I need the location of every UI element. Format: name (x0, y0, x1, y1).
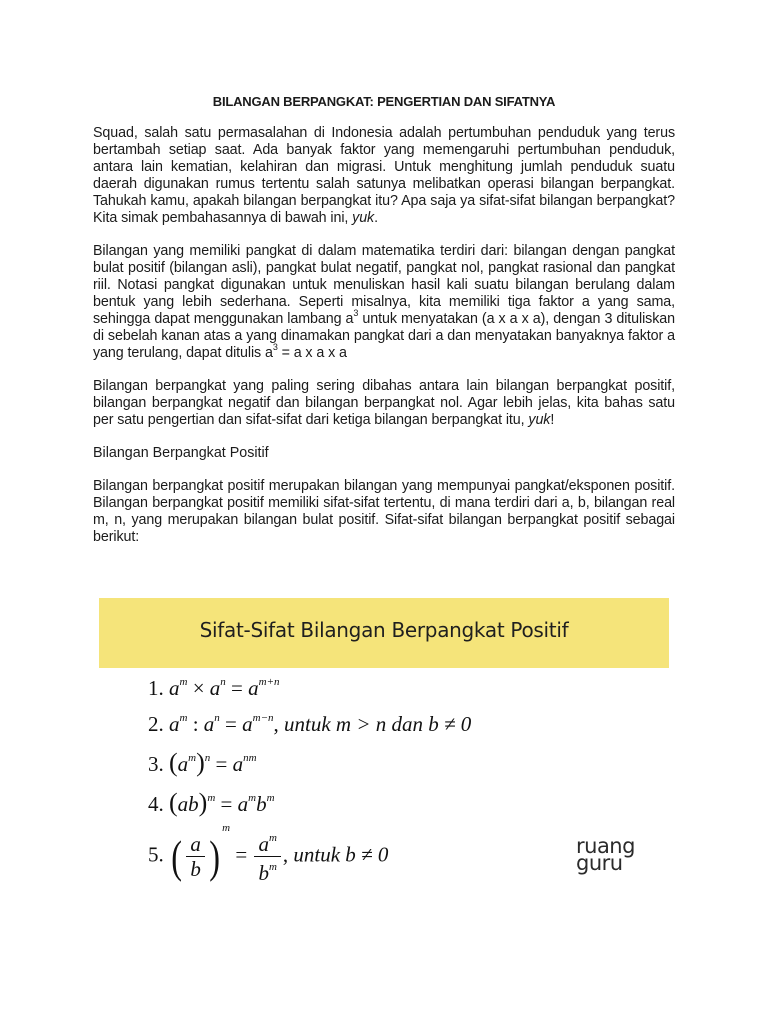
formula-4: 4. $(ab)^m = a^mb^m$ (148, 788, 275, 817)
formula-5: 5. ( $\frac{a}{b}$ )$^m$ = $\frac{a^m}{b^m}$ , untuk b ≠ 0 (148, 822, 389, 885)
section-heading: Bilangan Berpangkat Positif (93, 445, 269, 461)
properties-banner (99, 598, 669, 668)
paragraph-types: Bilangan berpangkat yang paling sering dibahas antara lain bilangan berpangkat positif, bilangan berpangkat negatif dan bilangan berpangkat nol. Agar lebih jelas, kita bahas satu per satu pengertian dan sifat-sifat dari ketiga bilangan berpangkat itu, yuk! (93, 378, 675, 428)
banner-title: Sifat-Sifat Bilangan Berpangkat Positif (199, 618, 569, 642)
paragraph-definition: Bilangan yang memiliki pangkat di dalam matematika terdiri dari: bilangan dengan pangkat bulat positif (bilangan asli), pangkat bulat negatif, pangkat nol, pangkat rasional dan pangkat riil. Notasi pangkat digunakan untuk menuliskan hasil kali suatu bilangan berulang dalam bentuk yang lebih sederhana. Seperti misalnya, kita memiliki tiga faktor a yang sama, sehingga dapat menggunakan lambang $a^3$ untuk menyatakan (a x a x a), dengan 3 dituliskan di sebelah kanan atas a yang dinamakan pangkat dari a dan menyatakan banyaknya faktor a yang terulang, dapat ditulis $a^3 = a$ x a x a (93, 243, 675, 361)
formula-3: 3. $(a^m)^n = a^{nm}$ (148, 748, 257, 777)
paragraph-intro: Squad, salah satu permasalahan di Indonesia adalah pertumbuhan penduduk yang terus bertambah setiap saat. Ada banyak faktor yang memengaruhi pertumbuhan penduduk, antara lain kematian, kelahiran dan migrasi. Untuk menghitung jumlah penduduk suatu daerah digunakan rumus tertentu salah satunya melibatkan operasi bilangan berpangkat. Tahukah kamu, apakah bilangan berpangkat itu? Apa saja ya sifat-sifat bilangan berpangkat? Kita simak pembahasannya di bawah ini, yuk. (93, 125, 675, 226)
formula-2: 2. $a^m$ : $a^n = a^{m-n}$, untuk m > n dan b ≠ 0 (148, 712, 472, 736)
document-body (93, 92, 675, 562)
document-title: BILANGAN BERPANGKAT: PENGERTIAN DAN SIFATNYA (212, 94, 556, 109)
ruangguru-logo: ruang guru (576, 834, 635, 875)
formula-1: 1. $a^m \times a^n = a^{m+n}$ (148, 676, 280, 700)
paragraph-positive: Bilangan berpangkat positif merupakan bilangan yang mempunyai pangkat/eksponen positif. Bilangan berpangkat positif memiliki sifat-sifat tertentu, di mana terdiri dari a, b, bilangan real m, n, yang merupakan bilangan bulat positif. Sifat-sifat bilangan berpangkat positif sebagai berikut: (93, 478, 675, 545)
